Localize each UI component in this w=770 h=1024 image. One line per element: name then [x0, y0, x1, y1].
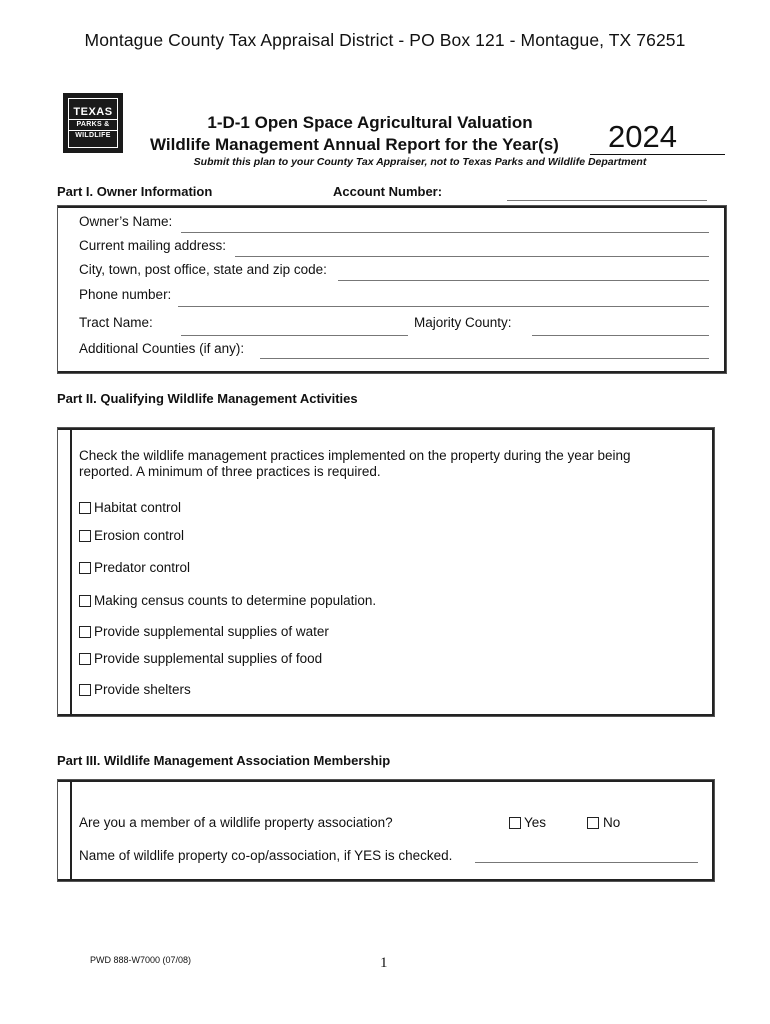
- submission-note: Submit this plan to your County Tax Appraiser, not to Texas Parks and Wildlife Department: [193, 156, 647, 168]
- coop-name-label: Name of wildlife property co-op/association, if YES is checked.: [79, 848, 453, 863]
- member-no-checkbox[interactable]: [587, 817, 599, 829]
- account-number-field[interactable]: [507, 200, 707, 201]
- city-state-zip-field[interactable]: [338, 280, 709, 281]
- page-number: 1: [380, 955, 388, 971]
- shelters-label: Provide shelters: [94, 682, 191, 697]
- additional-counties-label: Additional Counties (if any):: [79, 341, 245, 356]
- member-no-label: No: [603, 815, 621, 830]
- member-question: Are you a member of a wildlife property association?: [79, 815, 393, 830]
- activities-instruction-1: Check the wildlife management practices implemented on the property during the year being: [79, 448, 631, 463]
- habitat-control-checkbox[interactable]: [79, 502, 91, 514]
- logo-text-wildlife: WILDLIFE: [69, 130, 117, 141]
- association-box: [57, 779, 715, 882]
- tract-name-label: Tract Name:: [79, 315, 153, 330]
- predator-control-checkbox[interactable]: [79, 562, 91, 574]
- tpwd-logo: [63, 93, 123, 153]
- supplemental-food-label: Provide supplemental supplies of food: [94, 651, 323, 666]
- logo-text-texas: TEXAS: [73, 105, 113, 118]
- phone-field[interactable]: [178, 306, 709, 307]
- part3-heading: Part III. Wildlife Management Association Membership: [57, 753, 391, 768]
- majority-county-label: Majority County:: [414, 315, 512, 330]
- form-title: 1-D-1 Open Space Agricultural Valuation: [207, 113, 533, 132]
- form-subtitle-year: Wildlife Management Annual Report for the Year(s): [150, 135, 559, 154]
- supplemental-food-checkbox[interactable]: [79, 653, 91, 665]
- account-number-label: Account Number:: [333, 184, 443, 199]
- coop-name-field[interactable]: [475, 862, 698, 863]
- form-code: PWD 888-W7000 (07/08): [90, 955, 192, 965]
- habitat-control-label: Habitat control: [94, 500, 182, 515]
- owner-name-field[interactable]: [181, 232, 709, 233]
- logo-text-parks: PARKS &: [69, 119, 117, 130]
- city-state-zip-label: City, town, post office, state and zip code:: [79, 262, 327, 277]
- shelters-checkbox[interactable]: [79, 684, 91, 696]
- activities-instruction-2: reported. A minimum of three practices is required.: [79, 464, 381, 479]
- report-year[interactable]: 2024: [590, 120, 725, 155]
- phone-label: Phone number:: [79, 287, 172, 302]
- additional-counties-field[interactable]: [260, 358, 709, 359]
- census-counts-label: Making census counts to determine population.: [94, 593, 377, 608]
- district-header: Montague County Tax Appraisal District - PO Box 121 - Montague, TX 76251: [84, 30, 686, 50]
- majority-county-field[interactable]: [532, 335, 709, 336]
- predator-control-label: Predator control: [94, 560, 191, 575]
- owner-name-label: Owner’s Name:: [79, 214, 173, 229]
- member-yes-checkbox[interactable]: [509, 817, 521, 829]
- census-counts-checkbox[interactable]: [79, 595, 91, 607]
- tract-name-field[interactable]: [181, 335, 408, 336]
- erosion-control-checkbox[interactable]: [79, 530, 91, 542]
- part2-heading: Part II. Qualifying Wildlife Management Activities: [57, 391, 358, 406]
- supplemental-water-label: Provide supplemental supplies of water: [94, 624, 329, 639]
- mailing-address-field[interactable]: [235, 256, 709, 257]
- mailing-address-label: Current mailing address:: [79, 238, 227, 253]
- member-yes-label: Yes: [524, 815, 547, 830]
- erosion-control-label: Erosion control: [94, 528, 185, 543]
- part1-heading: Part I. Owner Information: [57, 184, 213, 199]
- supplemental-water-checkbox[interactable]: [79, 626, 91, 638]
